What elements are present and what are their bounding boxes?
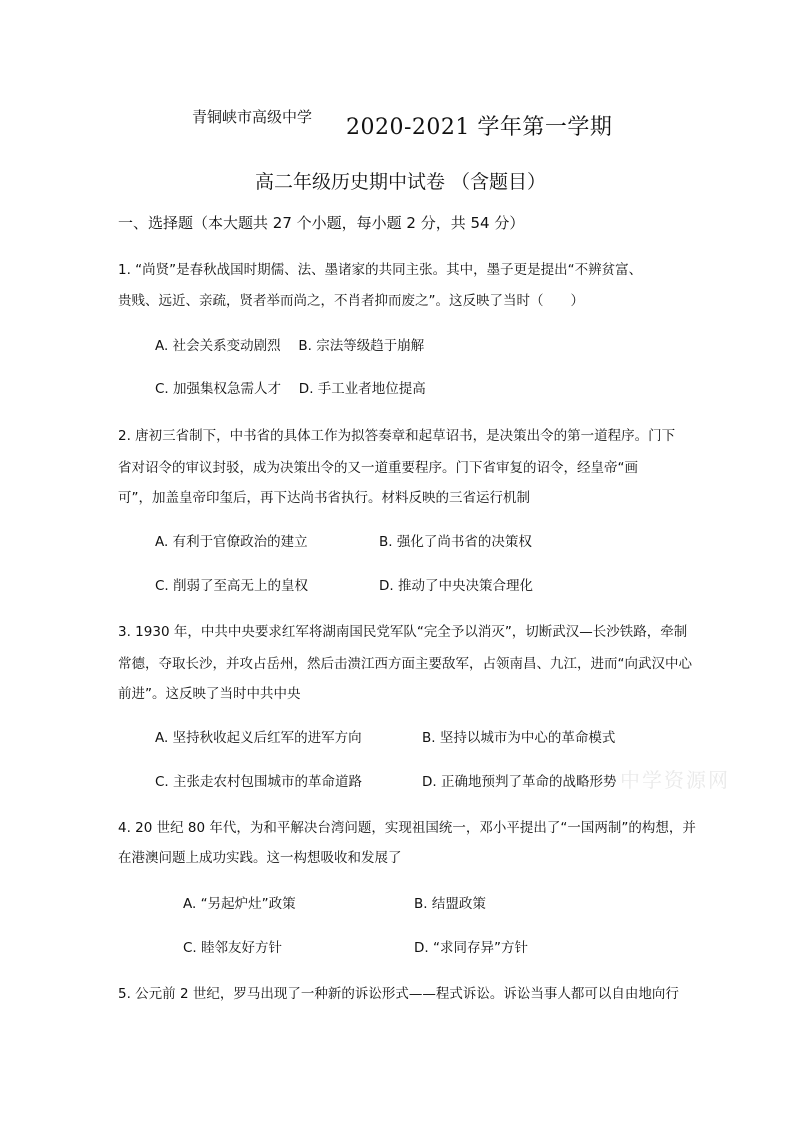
question-2-line-1: 2. 唐初三省制下，中书省的具体工作为拟答奏章和起草诏书，是决策出令的第一道程序。门下 [118, 428, 676, 444]
section-heading: 一、选择题（本大题共 27 个小题，每小题 2 分，共 54 分） [118, 214, 525, 232]
question-2-option-a: A. 有利于官僚政治的建立 [155, 534, 308, 550]
question-3-option-d: D. 正确地预判了革命的战略形势 [422, 774, 617, 790]
question-3-line-1: 3. 1930 年，中共中央要求红军将湖南国民党军队“完全予以消灭”，切断武汉—长沙铁路，牵制 [118, 624, 688, 640]
question-3-option-c: C. 主张走农村包围城市的革命道路 [155, 774, 363, 790]
question-1-options-ab: A. 社会关系变动剧烈 B. 宗法等级趋于崩解 [155, 338, 425, 354]
question-3-option-b: B. 坚持以城市为中心的革命模式 [422, 730, 616, 746]
question-4-option-a: A. “另起炉灶”政策 [183, 896, 296, 912]
question-1-line-1: 1. “尚贤”是春秋战国时期儒、法、墨诸家的共同主张。其中，墨子更是提出“不辨贫富、 [118, 262, 643, 278]
school-name: 青铜峡市高级中学 [192, 108, 313, 126]
question-1-line-2: 贵贱、远近、亲疏，贤者举而尚之，不肖者抑而废之”。这反映了当时（ ） [118, 293, 584, 309]
question-4-option-c: C. 睦邻友好方针 [183, 940, 283, 956]
exam-subtitle: 高二年级历史期中试卷 （含题目） [255, 171, 547, 193]
question-2-option-d: D. 推动了中央决策合理化 [379, 578, 533, 594]
exam-subtitle-clip [255, 160, 575, 193]
term-title: 2020-2021 学年第一学期 [346, 115, 613, 140]
question-2-option-b: B. 强化了尚书省的决策权 [379, 534, 532, 550]
question-4-option-d: D. “求同存异”方针 [414, 940, 528, 956]
question-2-line-2: 省对诏令的审议封驳，成为决策出令的又一道重要程序。门下省审复的诏令，经皇帝“画 [118, 460, 638, 476]
question-4-line-1: 4. 20 世纪 80 年代，为和平解决台湾问题，实现祖国统一，邓小平提出了“一国两制”的构想，并 [118, 820, 696, 836]
question-4-line-2: 在港澳问题上成功实践。这一构想吸收和发展了 [118, 850, 402, 866]
question-2-option-c: C. 削弱了至高无上的皇权 [155, 578, 309, 594]
question-4-option-b: B. 结盟政策 [414, 896, 486, 912]
watermark: 中学资源网 [620, 768, 730, 792]
question-3-line-2: 常德，夺取长沙，并攻占岳州，然后击溃江西方面主要敌军，占领南昌、九江，进而“向武汉中心 [118, 656, 692, 672]
question-3-line-3: 前进”。这反映了当时中共中央 [118, 686, 301, 702]
question-3-option-a: A. 坚持秋收起义后红军的进军方向 [155, 730, 362, 746]
question-1-options-cd: C. 加强集权急需人才 D. 手工业者地位提高 [155, 381, 426, 397]
question-5-line-1: 5. 公元前 2 世纪，罗马出现了一种新的诉讼形式——程式诉讼。诉讼当事人都可以自由地向行 [118, 986, 679, 1002]
question-2-line-3: 可”，加盖皇帝印玺后，再下达尚书省执行。材料反映的三省运行机制 [118, 490, 530, 506]
